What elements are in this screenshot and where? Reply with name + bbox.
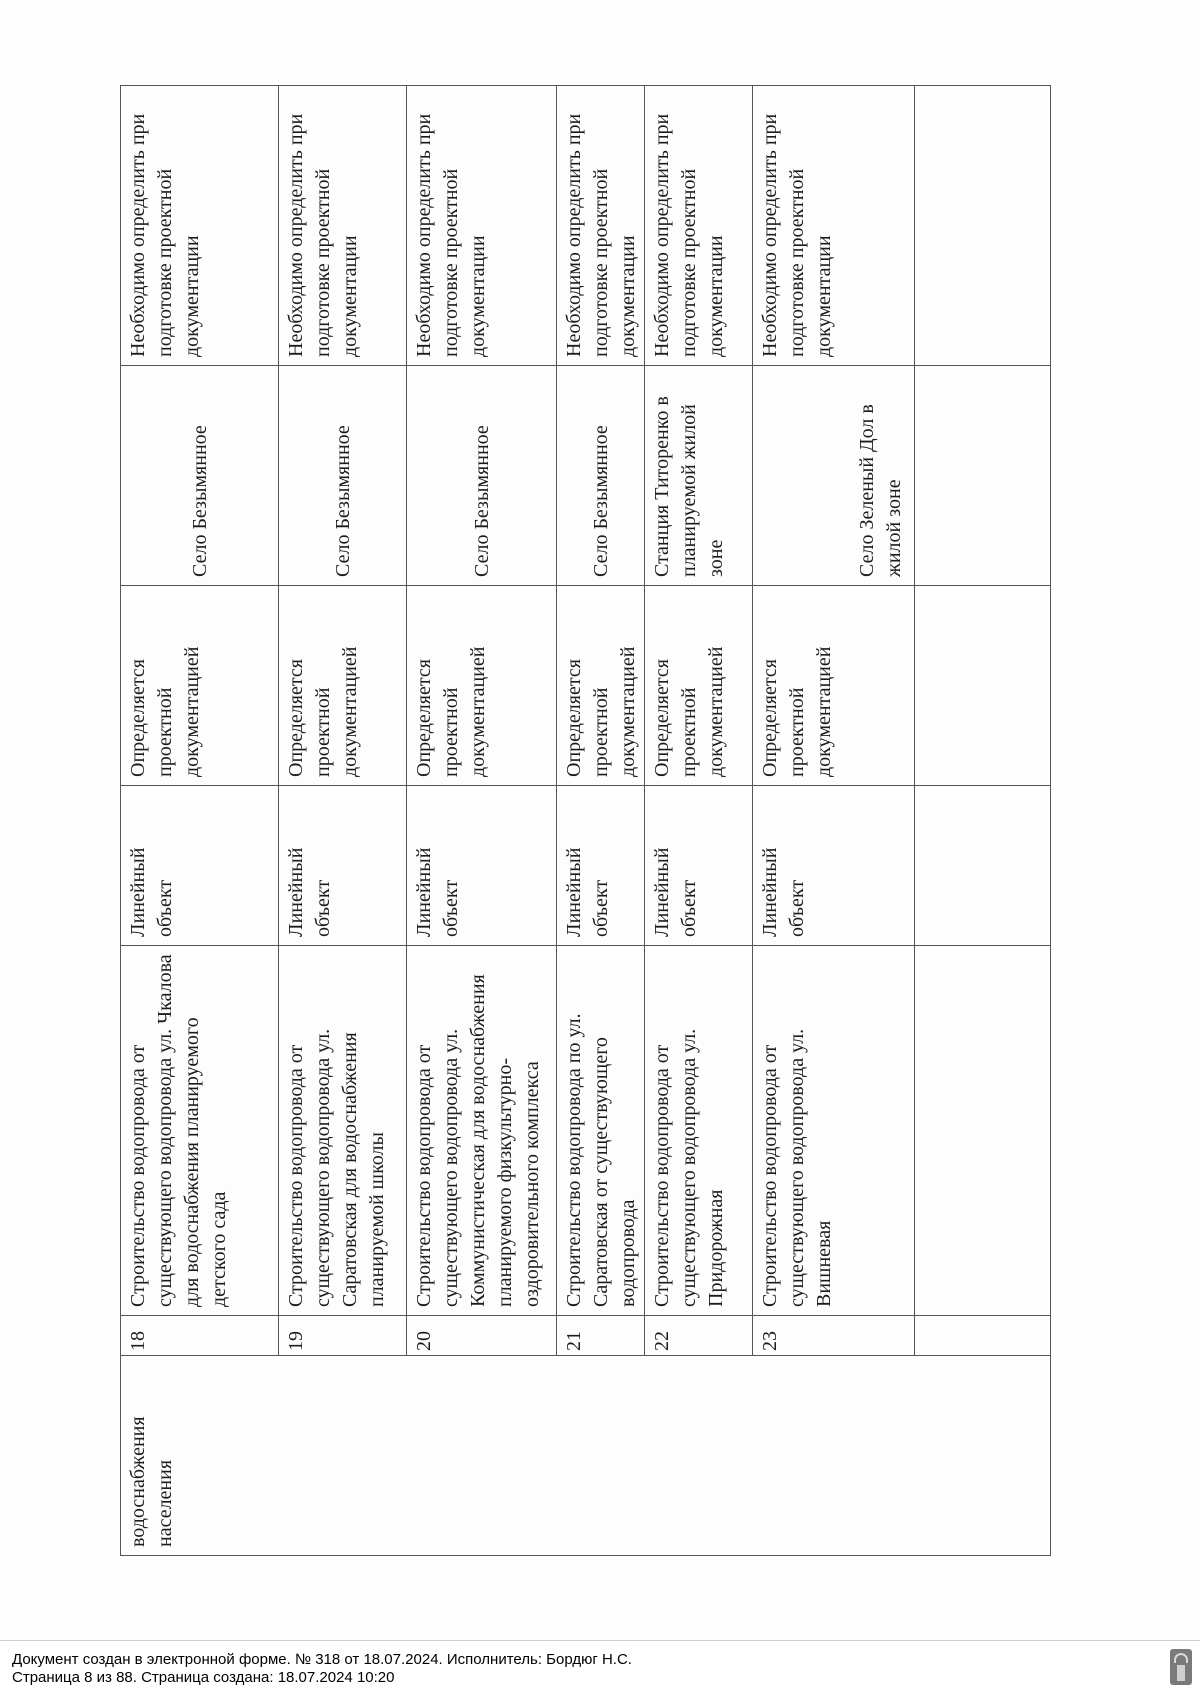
object-parameter: Определяется проектной документацией	[121, 586, 279, 786]
object-parameter: Определяется проектной документацией	[557, 586, 645, 786]
object-name: Строительство водопровода от существующего водопровода ул. Коммунистическая для водоснабжения планируемого физкультурно-оздоровительного комплекса	[407, 946, 557, 1316]
category-cell: водоснабжения населения	[121, 1356, 1051, 1556]
object-name: Строительство водопровода от существующего водопровода ул. Чкалова для водоснабжения планируемого детского сада	[121, 946, 279, 1316]
footer-document-info: Документ создан в электронной форме. № 318 от 18.07.2024. Исполнитель: Бордюг Н.С.	[12, 1651, 632, 1668]
object-type: Линейный объект	[121, 786, 279, 946]
object-location: Село Безымянное	[557, 366, 645, 586]
object-note: Необходимо определить при подготовке проектной документации	[407, 86, 557, 366]
object-parameter: Определяется проектной документацией	[645, 586, 753, 786]
row-number: 21	[557, 1316, 645, 1356]
object-name: Строительство водопровода от существующего водопровода ул. Вишневая	[753, 946, 915, 1316]
row-number: 19	[279, 1316, 407, 1356]
empty-cell	[915, 946, 1051, 1316]
footer-page-info: Страница 8 из 88. Страница создана: 18.07.2024 10:20	[12, 1669, 395, 1686]
object-location: Село Зеленый Дол в жилой зоне	[753, 366, 915, 586]
empty-cell	[915, 786, 1051, 946]
empty-cell	[915, 1316, 1051, 1356]
object-type: Линейный объект	[753, 786, 915, 946]
table-row	[407, 86, 557, 1556]
object-type: Линейный объект	[407, 786, 557, 946]
empty-cell	[915, 366, 1051, 586]
object-type: Линейный объект	[557, 786, 645, 946]
object-name: Строительство водопровода по ул. Саратовская от существующего водопровода	[557, 946, 645, 1316]
table-row	[753, 86, 915, 1556]
object-note: Необходимо определить при подготовке проектной документации	[279, 86, 407, 366]
table-row	[645, 86, 753, 1556]
object-location: Село Безымянное	[121, 366, 279, 586]
object-name: Строительство водопровода от существующего водопровода ул. Придорожная	[645, 946, 753, 1316]
object-parameter: Определяется проектной документацией	[279, 586, 407, 786]
coat-of-arms-icon	[1170, 1649, 1192, 1685]
objects-table	[120, 85, 1051, 1556]
object-parameter: Определяется проектной документацией	[407, 586, 557, 786]
object-note: Необходимо определить при подготовке проектной документации	[753, 86, 915, 366]
object-note: Необходимо определить при подготовке проектной документации	[121, 86, 279, 366]
object-location: Станция Титоренко в планируемой жилой зоне	[645, 366, 753, 586]
object-parameter: Определяется проектной документацией	[753, 586, 915, 786]
table-row	[121, 86, 279, 1556]
row-number: 22	[645, 1316, 753, 1356]
object-note: Необходимо определить при подготовке проектной документации	[645, 86, 753, 366]
table-row	[557, 86, 645, 1556]
object-name: Строительство водопровода от существующего водопровода ул. Саратовская для водоснабжения планируемой школы	[279, 946, 407, 1316]
empty-cell	[915, 86, 1051, 366]
object-note: Необходимо определить при подготовке проектной документации	[557, 86, 645, 366]
rotated-table-wrapper	[120, 86, 1040, 1556]
empty-cell	[915, 586, 1051, 786]
row-number: 23	[753, 1316, 915, 1356]
object-type: Линейный объект	[279, 786, 407, 946]
table-row-empty	[915, 86, 1051, 1556]
object-location: Село Безымянное	[279, 366, 407, 586]
object-type: Линейный объект	[645, 786, 753, 946]
table-row	[279, 86, 407, 1556]
row-number: 20	[407, 1316, 557, 1356]
row-number: 18	[121, 1316, 279, 1356]
document-footer	[0, 1640, 1200, 1699]
object-location: Село Безымянное	[407, 366, 557, 586]
